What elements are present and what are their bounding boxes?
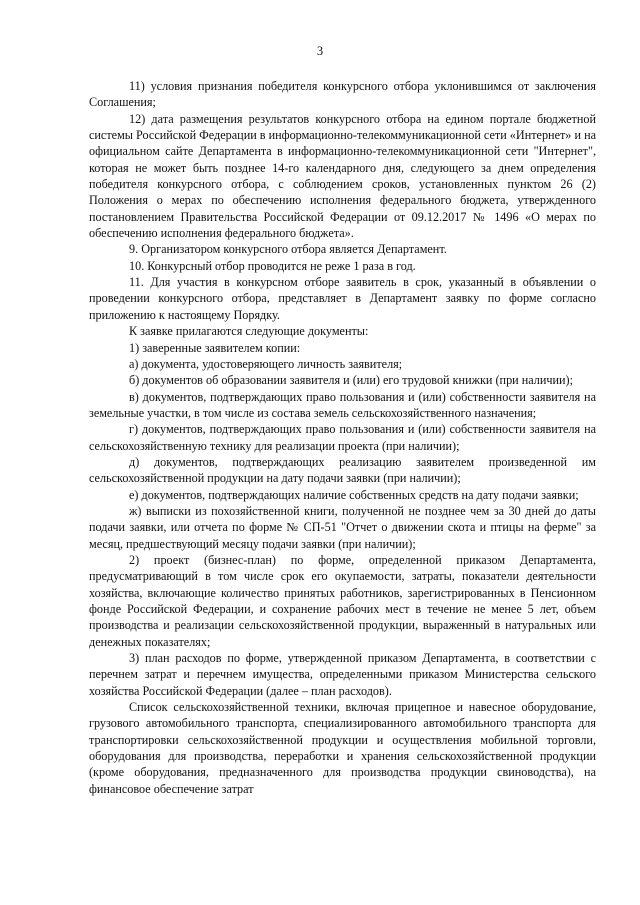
list-item-g: г) документов, подтверждающих право пользования и (или) собственности заявителя на сельскохозяйственную технику для реализации проекта (при наличии); (89, 422, 596, 453)
page-number: 3 (316, 44, 324, 58)
page-body (89, 78, 596, 797)
paragraph-copies-heading: 1) заверенные заявителем копии: (129, 340, 301, 355)
list-item-v: в) документов, подтверждающих право пользования и (или) собственности заявителя на земельные участки, в том числе из состава земель сельскохозяйственного назначения; (89, 389, 596, 420)
paragraph-business-plan: 2) проект (бизнес-план) по форме, определенной приказом Департамента, предусматривающий в том числе срок его окупаемости, затраты, показатели деятельности хозяйства, включающие количество принятых работников, зарегистрированных в Пенсионном фонде Российской Федерации, и сохранение рабочих мест в течение не менее 5 лет, объем производства и реализации сельскохозяйственной продукции, выраженный в натуральных или денежных показателях; (89, 552, 596, 649)
list-item-d: д) документов, подтверждающих реализацию заявителем произведенной им сельскохозяйственной продукции на дату подачи заявки (при наличии); (89, 454, 596, 486)
paragraph-item-11-winner-evasion: 11) условия признания победителя конкурсного отбора уклонившимся от заключения Соглашения; (89, 79, 596, 110)
list-item-a: а) документа, удостоверяющего личность заявителя; (129, 356, 403, 371)
paragraph-clause-10: 10. Конкурсный отбор проводится не реже 1 раза в год. (129, 258, 416, 273)
list-item-e: е) документов, подтверждающих наличие собственных средств на дату подачи заявки; (129, 487, 579, 502)
paragraph-expense-plan: 3) план расходов по форме, утвержденной приказом Департамента, в соответствии с перечнем затрат и перечнем имущества, определенными приказом Министерства сельского хозяйства Российской Федерации (далее – план расходов). (89, 651, 596, 698)
list-item-zh: ж) выписки из похозяйственной книги, полученной не позднее чем за 30 дней до даты подачи заявки, или отчета по форме № СП-51 "Отчет о движении скота и птицы на ферме" за месяц, предшествующий месяцу подачи заявки (при наличии); (89, 503, 596, 551)
paragraph-equipment-list: Список сельскохозяйственной техники, включая прицепное и навесное оборудование, грузового автомобильного транспорта, специализированного автомобильного транспорта для транспортировки сельскохозяйственной продукции и осуществления мобильной торговли, оборудования для производства, переработки и хранения сельскохозяйственной продукции (кроме оборудования, предназначенного для производства продукции свиноводства), на финансовое обеспечение затрат (89, 700, 596, 796)
paragraph-documents-intro: К заявке прилагаются следующие документы: (129, 324, 369, 339)
paragraph-clause-9: 9. Организатором конкурсного отбора является Департамент. (129, 242, 447, 257)
list-item-b: б) документов об образовании заявителя и (или) его трудовой книжки (при наличии); (129, 373, 574, 388)
paragraph-clause-11: 11. Для участия в конкурсном отборе заявитель в срок, указанный в объявлении о проведении конкурсного отбора, представляет в Департамент заявку по форме согласно приложению к настоящему Порядку. (89, 275, 596, 322)
paragraph-item-12-results-publication: 12) дата размещения результатов конкурсного отбора на едином портале бюджетной системы Российской Федерации в информационно-телекоммуникационной сети «Интернет» и на официальном сайте Департамента в информационно-телекоммуникационной сети "Интернет", которая не может быть позднее 14-го календарного дня, следующего за днем определения победителя конкурсного отбора, с соблюдением сроков, установленных пунктом 26 (2) Положения о мерах по обеспечению исполнения федерального бюджета, утвержденного постановлением Правительства Российской Федерации от 09.12.2017 № 1496 «О мерах по обеспечению исполнения федерального бюджета». (89, 111, 596, 241)
